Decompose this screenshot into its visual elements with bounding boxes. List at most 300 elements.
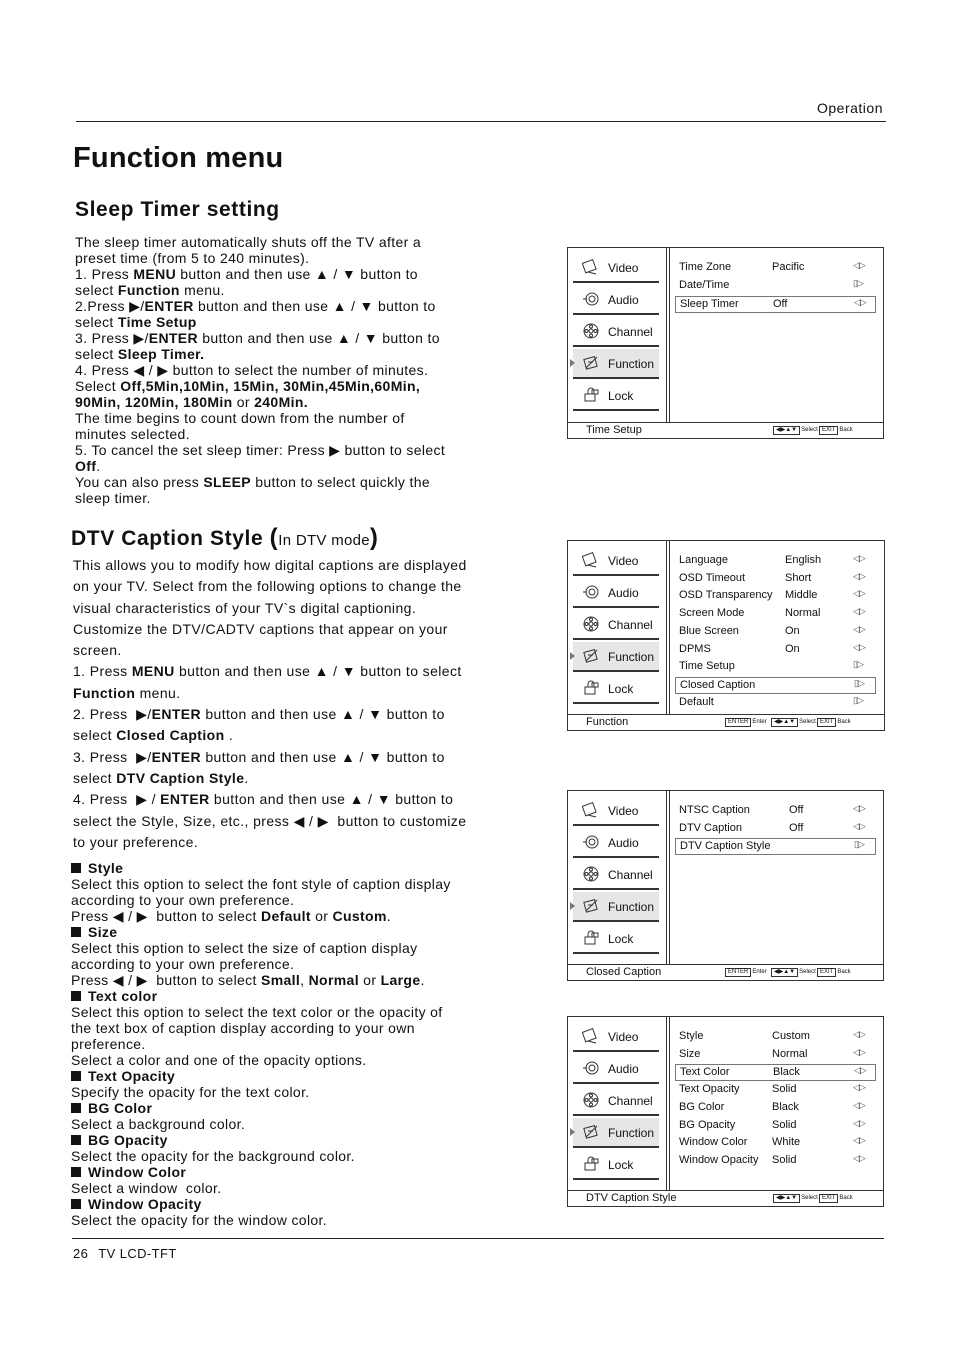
header-rule — [76, 121, 886, 122]
left-right-arrow-icon: ◁▷ — [853, 1135, 865, 1146]
sidebar-item-label: Channel — [608, 618, 653, 632]
menu-row-value: Middle — [785, 589, 818, 602]
text-line — [71, 1068, 451, 1084]
audio-icon — [582, 834, 600, 850]
left-right-arrow-icon: ◁▷ — [853, 1046, 865, 1057]
osd-hint — [817, 718, 851, 727]
text-run: according to your own preference. — [71, 892, 295, 908]
dtv-heading-mode: In DTV mode — [278, 532, 370, 549]
menu-row-value: Off — [773, 298, 788, 310]
bullet-square-icon — [71, 1103, 81, 1113]
osd-sidebar — [573, 546, 659, 706]
panel-divider — [669, 541, 670, 714]
text-run: . — [244, 769, 249, 786]
text-run: or — [358, 972, 381, 988]
left-right-arrow-icon: ◁▷ — [853, 570, 865, 581]
left-right-arrow-icon: ◁▷ — [853, 588, 865, 599]
text-run: ENTER — [160, 791, 210, 808]
text-run: Sleep Timer. — [117, 346, 205, 362]
bullet-square-icon — [71, 991, 81, 1001]
sidebar-item-channel[interactable] — [573, 317, 659, 347]
osd-key-icon: ◀▶▲▼ — [773, 426, 800, 435]
sidebar-item-label: Lock — [608, 932, 634, 946]
text-run: preference. — [71, 1036, 146, 1052]
dtv-option — [71, 860, 451, 924]
sidebar-item-label: Function — [608, 1126, 655, 1140]
text-run: menu. — [179, 282, 225, 298]
sidebar-item-audio[interactable] — [573, 1054, 659, 1084]
sidebar-item-label: Video — [608, 261, 639, 275]
text-run: 3. Press ▶/ — [75, 330, 149, 346]
text-line — [71, 1052, 451, 1068]
menu-row-value: Normal — [772, 1047, 808, 1060]
osd-key-icon: ENTER — [725, 968, 751, 977]
text-run: according to your own preference. — [71, 956, 295, 972]
menu-row-label: DTV Caption — [679, 821, 742, 834]
osd-key-icon: ◀▶▲▼ — [771, 968, 798, 977]
osd-hint-label: Back — [839, 427, 853, 433]
page-number: 26 — [73, 1246, 89, 1261]
osd-key-icon: ENTER — [725, 718, 751, 727]
text-run: Custom — [332, 908, 387, 924]
osd-footer — [568, 714, 884, 730]
text-line — [73, 555, 467, 576]
text-run: This allows you to modify how digital captions are displayed — [73, 557, 467, 573]
sidebar-item-video[interactable] — [573, 1022, 659, 1052]
text-run: button and then use ▲ / ▼ button to select — [174, 663, 462, 680]
text-run: SLEEP — [203, 474, 251, 490]
text-line — [75, 330, 445, 346]
text-line — [73, 576, 467, 597]
dtv-caption-text — [73, 555, 467, 853]
osd-closed-caption-panel — [567, 790, 884, 981]
footer-rule — [72, 1238, 884, 1239]
text-run: You can also press — [75, 474, 204, 490]
menu-row[interactable] — [675, 553, 874, 568]
text-line — [71, 956, 451, 972]
menu-row[interactable] — [675, 260, 874, 275]
text-run: . — [96, 458, 101, 474]
text-run: . — [224, 727, 234, 744]
text-run: Window Opacity — [88, 1196, 202, 1212]
page-title: Function menu — [73, 142, 284, 174]
menu-row[interactable] — [675, 695, 874, 710]
product-name: TV LCD-TFT — [98, 1246, 177, 1261]
text-line — [75, 346, 445, 362]
sidebar-item-label: Channel — [608, 868, 653, 882]
text-run: Select the opacity for the window color. — [71, 1212, 328, 1228]
panel-divider — [669, 248, 670, 422]
text-line — [73, 747, 467, 768]
channel-icon — [582, 1092, 600, 1108]
sidebar-item-video[interactable] — [573, 546, 659, 576]
menu-row-value: Black — [773, 1066, 800, 1079]
menu-row-label: Window Opacity — [679, 1153, 759, 1166]
osd-key-icon: EXIT — [819, 426, 838, 435]
function-icon — [582, 648, 600, 664]
osd-hint — [773, 1194, 818, 1203]
dtv-option — [71, 1100, 451, 1132]
panel-divider — [666, 248, 667, 422]
sidebar-item-function[interactable] — [573, 892, 659, 922]
text-line — [71, 1212, 451, 1228]
menu-row[interactable] — [675, 296, 876, 313]
enter-arrow-icon: ▯▷ — [853, 659, 863, 670]
osd-footer-label: Time Setup — [586, 424, 642, 436]
text-run: Size — [88, 924, 118, 940]
video-icon — [582, 1028, 600, 1044]
panel-divider — [666, 791, 667, 964]
text-run: preset time (from 5 to 240 minutes). — [75, 250, 310, 266]
menu-row-label: Blue Screen — [679, 624, 739, 637]
menu-row[interactable] — [675, 1118, 874, 1133]
text-line — [71, 940, 451, 956]
pointer-arrow-icon — [570, 652, 575, 660]
osd-hint-label: Enter — [752, 719, 767, 725]
menu-row-label: DPMS — [679, 642, 711, 655]
text-run: button and then use ▲ / ▼ button to — [197, 330, 440, 346]
text-run: Select — [75, 378, 121, 394]
menu-row-label: Date/Time — [679, 279, 730, 291]
dtv-option — [71, 1132, 451, 1164]
osd-sidebar — [573, 1022, 659, 1182]
menu-row-value: On — [785, 624, 800, 637]
sidebar-item-lock[interactable] — [573, 1150, 659, 1180]
text-run: 4. Press ▶ / — [73, 791, 161, 808]
text-run: Style — [88, 860, 124, 876]
menu-row-label: Time Zone — [679, 261, 732, 273]
menu-row-label: Style — [679, 1030, 704, 1042]
osd-hint-label: Select — [801, 1195, 818, 1201]
text-line — [75, 394, 445, 410]
text-line — [73, 640, 467, 661]
channel-icon — [582, 323, 600, 339]
osd-time-setup-panel — [567, 247, 884, 439]
function-icon — [582, 1124, 600, 1140]
text-line — [71, 1148, 451, 1164]
text-run: minutes selected. — [75, 426, 190, 442]
text-run: the text box of caption display according to your own — [71, 1020, 415, 1036]
text-run: Press ◀ / ▶ button to select — [71, 972, 261, 988]
text-run: Select a background color. — [71, 1116, 246, 1132]
menu-row[interactable] — [675, 1064, 876, 1081]
menu-row-value: Solid — [772, 1083, 797, 1096]
audio-icon — [582, 584, 600, 600]
text-run: ENTER — [144, 298, 194, 314]
left-right-arrow-icon: ◁▷ — [853, 1029, 865, 1039]
text-run: select — [73, 769, 117, 786]
menu-row[interactable] — [675, 821, 874, 836]
sidebar-item-channel[interactable] — [573, 610, 659, 640]
sidebar-item-video[interactable] — [573, 253, 659, 283]
sidebar-item-label: Audio — [608, 1062, 639, 1076]
text-run: Small — [261, 972, 301, 988]
dtv-option — [71, 1196, 451, 1228]
text-line — [75, 314, 445, 330]
text-run: 4. Press ◀ / ▶ button to select the number of minutes. — [75, 362, 429, 378]
text-run: Select this option to select the text color or the opacity of — [71, 1004, 443, 1020]
sidebar-item-lock[interactable] — [573, 381, 659, 411]
osd-key-icon: ◀▶▲▼ — [771, 718, 798, 727]
menu-row-label: BG Color — [679, 1100, 725, 1113]
text-run: button and then use ▲ / ▼ button to — [201, 706, 445, 723]
text-run: Customize the DTV/CADTV captions that appear on your — [73, 620, 448, 637]
text-run: button and then use ▲ / ▼ button to — [176, 266, 418, 282]
text-line — [71, 1020, 451, 1036]
menu-row[interactable] — [675, 1100, 874, 1115]
osd-footer-label: Function — [586, 716, 629, 728]
text-run: Text color — [88, 988, 158, 1004]
text-line — [73, 789, 467, 810]
panel-divider — [666, 1017, 667, 1190]
sidebar-item-audio[interactable] — [573, 285, 659, 315]
text-line — [75, 410, 445, 426]
menu-row[interactable] — [675, 571, 874, 586]
sidebar-item-lock[interactable] — [573, 924, 659, 954]
osd-dtv-caption-style-panel — [567, 1016, 884, 1207]
bullet-square-icon — [71, 1071, 81, 1081]
text-line — [73, 619, 467, 640]
left-right-arrow-icon: ◁▷ — [854, 297, 866, 307]
menu-row-label: Window Color — [679, 1136, 748, 1149]
video-icon — [582, 552, 600, 568]
sidebar-item-label: Channel — [608, 1094, 653, 1108]
menu-row[interactable] — [675, 624, 874, 639]
sidebar-item-label: Function — [608, 900, 655, 914]
left-right-arrow-icon: ◁▷ — [853, 553, 865, 563]
text-line — [75, 378, 445, 394]
osd-hint — [771, 968, 816, 977]
text-run: Select this option to select the font style of caption display — [71, 876, 451, 892]
lock-icon — [582, 680, 600, 696]
menu-row[interactable] — [675, 1082, 874, 1097]
sidebar-item-channel[interactable] — [573, 860, 659, 890]
left-right-arrow-icon: ◁▷ — [853, 803, 865, 813]
menu-row[interactable] — [675, 1047, 874, 1062]
text-line — [71, 876, 451, 892]
osd-key-icon: EXIT — [817, 968, 836, 977]
menu-row-value: Off — [789, 821, 804, 834]
sidebar-item-audio[interactable] — [573, 828, 659, 858]
left-right-arrow-icon: ◁▷ — [853, 606, 865, 617]
menu-row[interactable] — [675, 278, 874, 293]
text-line — [75, 442, 445, 458]
video-icon — [582, 259, 600, 275]
text-run: 1. Press — [75, 266, 134, 282]
lock-icon — [582, 1156, 600, 1172]
menu-row-label: Size — [679, 1047, 701, 1060]
menu-row[interactable] — [675, 803, 874, 818]
text-run: button and then use ▲ / ▼ button to — [201, 748, 445, 765]
menu-row[interactable] — [675, 1135, 874, 1150]
text-run: 1. Press — [73, 663, 132, 680]
text-line — [71, 1132, 451, 1148]
text-line — [71, 924, 451, 940]
text-run: The sleep timer automatically shuts off the TV after a — [75, 234, 421, 250]
osd-footer-label: Closed Caption — [586, 966, 662, 978]
sidebar-item-video[interactable] — [573, 796, 659, 826]
sidebar-item-label: Video — [608, 1030, 639, 1044]
text-run: Off,5Min,10Min, 15Min, 30Min,45Min,60Min, — [120, 378, 421, 394]
pointer-arrow-icon — [570, 1128, 575, 1136]
channel-icon — [582, 616, 600, 632]
osd-function-panel — [567, 540, 885, 731]
osd-footer-label: DTV Caption Style — [586, 1192, 677, 1204]
text-line — [75, 266, 445, 282]
text-run: MENU — [133, 266, 177, 282]
text-line — [75, 426, 445, 442]
text-run: 3. Press ▶/ — [73, 748, 152, 765]
menu-row-value: Solid — [772, 1153, 797, 1166]
text-line — [71, 892, 451, 908]
text-line — [71, 1004, 451, 1020]
osd-hint — [725, 968, 767, 977]
enter-arrow-icon: ▯▷ — [853, 694, 863, 705]
dtv-heading-title: DTV Caption Style — [71, 527, 264, 550]
lock-icon — [582, 930, 600, 946]
sidebar-item-audio[interactable] — [573, 578, 659, 608]
dtv-option — [71, 988, 451, 1068]
text-run: button and then use ▲ / ▼ button to — [193, 298, 436, 314]
text-run: Text Opacity — [88, 1068, 176, 1084]
text-run: Normal — [308, 972, 359, 988]
osd-hint-label: Back — [837, 969, 851, 975]
text-run: Select the opacity for the background color. — [71, 1148, 355, 1164]
text-line — [71, 1100, 451, 1116]
sidebar-item-label: Function — [608, 650, 655, 664]
left-right-arrow-icon: ◁▷ — [853, 1082, 865, 1093]
text-run: Default — [261, 908, 311, 924]
text-run: Specify the opacity for the text color. — [71, 1084, 310, 1100]
dtv-option — [71, 924, 451, 988]
panel-divider — [666, 541, 667, 714]
menu-row-label: Text Opacity — [679, 1083, 740, 1096]
sidebar-item-lock[interactable] — [573, 674, 659, 704]
function-icon — [582, 355, 600, 371]
menu-row-label: Time Setup — [679, 660, 735, 673]
osd-hint-label: Back — [839, 1195, 853, 1201]
dtv-option — [71, 1068, 451, 1100]
text-line — [71, 1036, 451, 1052]
panel-divider — [669, 1017, 670, 1190]
left-right-arrow-icon: ◁▷ — [853, 1099, 865, 1110]
menu-row-value: On — [785, 642, 800, 655]
menu-row[interactable] — [675, 1029, 874, 1044]
menu-row[interactable] — [675, 606, 874, 621]
osd-footer — [568, 964, 883, 980]
menu-row[interactable] — [675, 588, 874, 603]
menu-row[interactable] — [675, 659, 874, 674]
menu-row-value: Short — [785, 571, 812, 584]
text-run: BG Color — [88, 1100, 153, 1116]
bullet-square-icon — [71, 1199, 81, 1209]
text-run: ENTER — [151, 748, 202, 765]
dtv-heading-close: ) — [369, 524, 379, 551]
left-right-arrow-icon: ◁▷ — [854, 1065, 866, 1076]
sidebar-item-function[interactable] — [573, 642, 659, 672]
menu-row-label: NTSC Caption — [679, 804, 750, 816]
text-line — [71, 1196, 451, 1212]
sidebar-item-label: Function — [608, 357, 655, 371]
text-run: Function — [73, 684, 136, 701]
osd-hint — [773, 426, 818, 435]
sidebar-item-channel[interactable] — [573, 1086, 659, 1116]
text-run: Select a window color. — [71, 1180, 222, 1196]
osd-key-icon: EXIT — [817, 718, 836, 727]
menu-row-label: Sleep Timer — [680, 298, 739, 310]
channel-icon — [582, 866, 600, 882]
text-line — [73, 704, 467, 725]
menu-row-label: OSD Timeout — [679, 571, 746, 584]
text-line — [75, 474, 445, 490]
text-run: to your preference. — [73, 833, 199, 850]
sidebar-item-function[interactable] — [573, 349, 659, 379]
text-line — [75, 362, 445, 378]
sidebar-item-label: Video — [608, 804, 639, 818]
menu-row-value: Normal — [785, 607, 821, 620]
text-run: select — [75, 282, 118, 298]
text-line — [71, 1084, 451, 1100]
text-run: sleep timer. — [75, 490, 151, 506]
text-run: screen. — [73, 642, 122, 659]
left-right-arrow-icon: ◁▷ — [853, 1152, 865, 1163]
lock-icon — [582, 387, 600, 403]
osd-key-icon: EXIT — [819, 1194, 838, 1203]
menu-row-label: Screen Mode — [679, 607, 745, 620]
pointer-arrow-icon — [570, 359, 575, 367]
sidebar-item-label: Audio — [608, 586, 639, 600]
dtv-options-list — [71, 860, 451, 1228]
menu-row[interactable] — [675, 838, 876, 855]
pointer-arrow-icon — [570, 902, 575, 910]
panel-divider — [669, 791, 670, 964]
text-line — [71, 988, 451, 1004]
menu-row-label: Closed Caption — [680, 678, 756, 691]
dtv-heading-open: ( — [269, 524, 279, 551]
menu-row-value: White — [772, 1136, 801, 1149]
text-run: select — [73, 727, 117, 744]
text-run: or — [310, 908, 333, 924]
text-run: 240Min. — [254, 394, 308, 410]
text-run: select — [75, 314, 118, 330]
text-run: Window Color — [88, 1164, 187, 1180]
text-run: button and then use ▲ / ▼ button to — [209, 791, 454, 808]
osd-hint — [771, 718, 816, 727]
text-run: select the Style, Size, etc., press ◀ / ▶ button to customize — [73, 812, 467, 829]
menu-row[interactable] — [675, 1153, 874, 1168]
sidebar-item-label: Lock — [608, 682, 634, 696]
text-line — [73, 725, 467, 746]
text-run: 90Min, 120Min, 180Min — [75, 394, 233, 410]
menu-row-value: Custom — [772, 1030, 810, 1042]
text-run: BG Opacity — [88, 1132, 168, 1148]
text-run: Select a color and one of the opacity options. — [71, 1052, 367, 1068]
dtv-option — [71, 1164, 451, 1196]
text-line — [73, 811, 467, 832]
enter-arrow-icon: ▯▷ — [853, 278, 863, 288]
menu-row-value: Solid — [772, 1118, 797, 1131]
sidebar-item-label: Audio — [608, 293, 639, 307]
sidebar-item-function[interactable] — [573, 1118, 659, 1148]
dtv-caption-heading — [71, 524, 379, 552]
text-line — [71, 908, 451, 924]
osd-hint-label: Select — [799, 969, 816, 975]
menu-row-value: Black — [772, 1100, 799, 1113]
osd-hint — [725, 718, 767, 727]
menu-row[interactable] — [675, 642, 874, 657]
menu-row[interactable] — [675, 677, 876, 694]
text-line — [75, 490, 445, 506]
